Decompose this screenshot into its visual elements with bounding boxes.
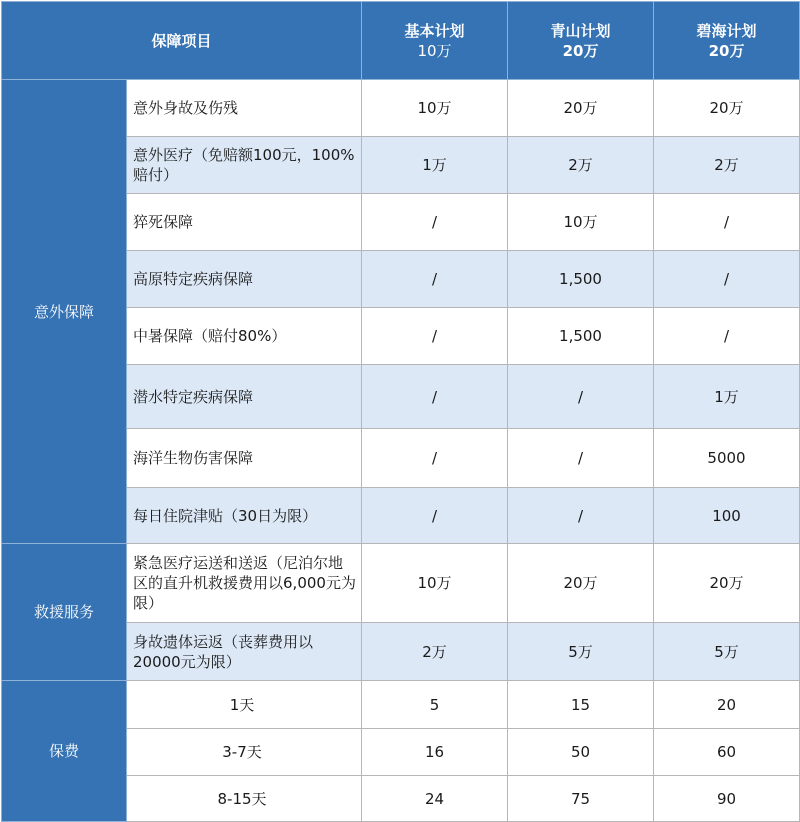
plan-amount: 10万 (417, 41, 452, 60)
row-item-label: 身故遗体运返（丧葬费用以20000元为限） (127, 623, 362, 681)
plan-name: 基本计划 (404, 21, 465, 40)
cell-basic: 1万 (362, 137, 508, 194)
cell-qingshan: 20万 (508, 544, 654, 623)
plan-amount: 20万 (708, 41, 745, 60)
plan-name: 青山计划 (550, 21, 611, 40)
cell-basic: 5 (362, 681, 508, 729)
cell-qingshan: 1,500 (508, 308, 654, 365)
cell-bihai: / (654, 251, 800, 308)
cell-qingshan: / (508, 429, 654, 488)
cell-qingshan: 1,500 (508, 251, 654, 308)
header-item-column: 保障项目 (2, 2, 362, 80)
cell-basic: / (362, 308, 508, 365)
row-item-label: 3-7天 (127, 729, 362, 776)
row-item-label: 猝死保障 (127, 194, 362, 251)
cell-qingshan: 50 (508, 729, 654, 776)
cell-bihai: 1万 (654, 365, 800, 429)
row-item-label: 1天 (127, 681, 362, 729)
header-row (2, 2, 800, 80)
cell-qingshan: 10万 (508, 194, 654, 251)
row-item-label: 8-15天 (127, 776, 362, 822)
row-item-label: 意外身故及伤残 (127, 80, 362, 137)
cell-qingshan: 20万 (508, 80, 654, 137)
insurance-plan-table (1, 1, 800, 822)
cell-bihai: 5000 (654, 429, 800, 488)
cell-basic: / (362, 488, 508, 544)
cell-bihai: 100 (654, 488, 800, 544)
category-rescue: 救援服务 (2, 544, 127, 681)
category-premium: 保费 (2, 681, 127, 822)
cell-qingshan: / (508, 488, 654, 544)
header-plan-basic (362, 2, 508, 80)
cell-bihai: / (654, 194, 800, 251)
table-row (2, 80, 800, 137)
row-item-label: 紧急医疗运送和送返（尼泊尔地区的直升机救援费用以6,000元为限） (127, 544, 362, 623)
cell-bihai: 20万 (654, 544, 800, 623)
cell-qingshan: / (508, 365, 654, 429)
cell-basic: 16 (362, 729, 508, 776)
row-item-label: 中暑保障（赔付80%） (127, 308, 362, 365)
cell-bihai: 90 (654, 776, 800, 822)
cell-bihai: 20万 (654, 80, 800, 137)
cell-bihai: 5万 (654, 623, 800, 681)
category-accident: 意外保障 (2, 80, 127, 544)
table-row (2, 544, 800, 623)
cell-basic: / (362, 251, 508, 308)
cell-qingshan: 75 (508, 776, 654, 822)
row-item-label: 高原特定疾病保障 (127, 251, 362, 308)
plan-amount: 20万 (562, 41, 599, 60)
header-plan-bihai (654, 2, 800, 80)
cell-basic: / (362, 429, 508, 488)
cell-bihai: 60 (654, 729, 800, 776)
row-item-label: 意外医疗（免赔额100元，100%赔付） (127, 137, 362, 194)
cell-bihai: 20 (654, 681, 800, 729)
header-plan-qingshan (508, 2, 654, 80)
cell-basic: / (362, 365, 508, 429)
plan-name: 碧海计划 (696, 21, 757, 40)
row-item-label: 每日住院津贴（30日为限） (127, 488, 362, 544)
cell-basic: / (362, 194, 508, 251)
row-item-label: 海洋生物伤害保障 (127, 429, 362, 488)
cell-bihai: / (654, 308, 800, 365)
cell-qingshan: 15 (508, 681, 654, 729)
cell-basic: 10万 (362, 544, 508, 623)
cell-qingshan: 2万 (508, 137, 654, 194)
cell-basic: 10万 (362, 80, 508, 137)
cell-qingshan: 5万 (508, 623, 654, 681)
cell-bihai: 2万 (654, 137, 800, 194)
table-row (2, 681, 800, 729)
cell-basic: 24 (362, 776, 508, 822)
row-item-label: 潜水特定疾病保障 (127, 365, 362, 429)
cell-basic: 2万 (362, 623, 508, 681)
